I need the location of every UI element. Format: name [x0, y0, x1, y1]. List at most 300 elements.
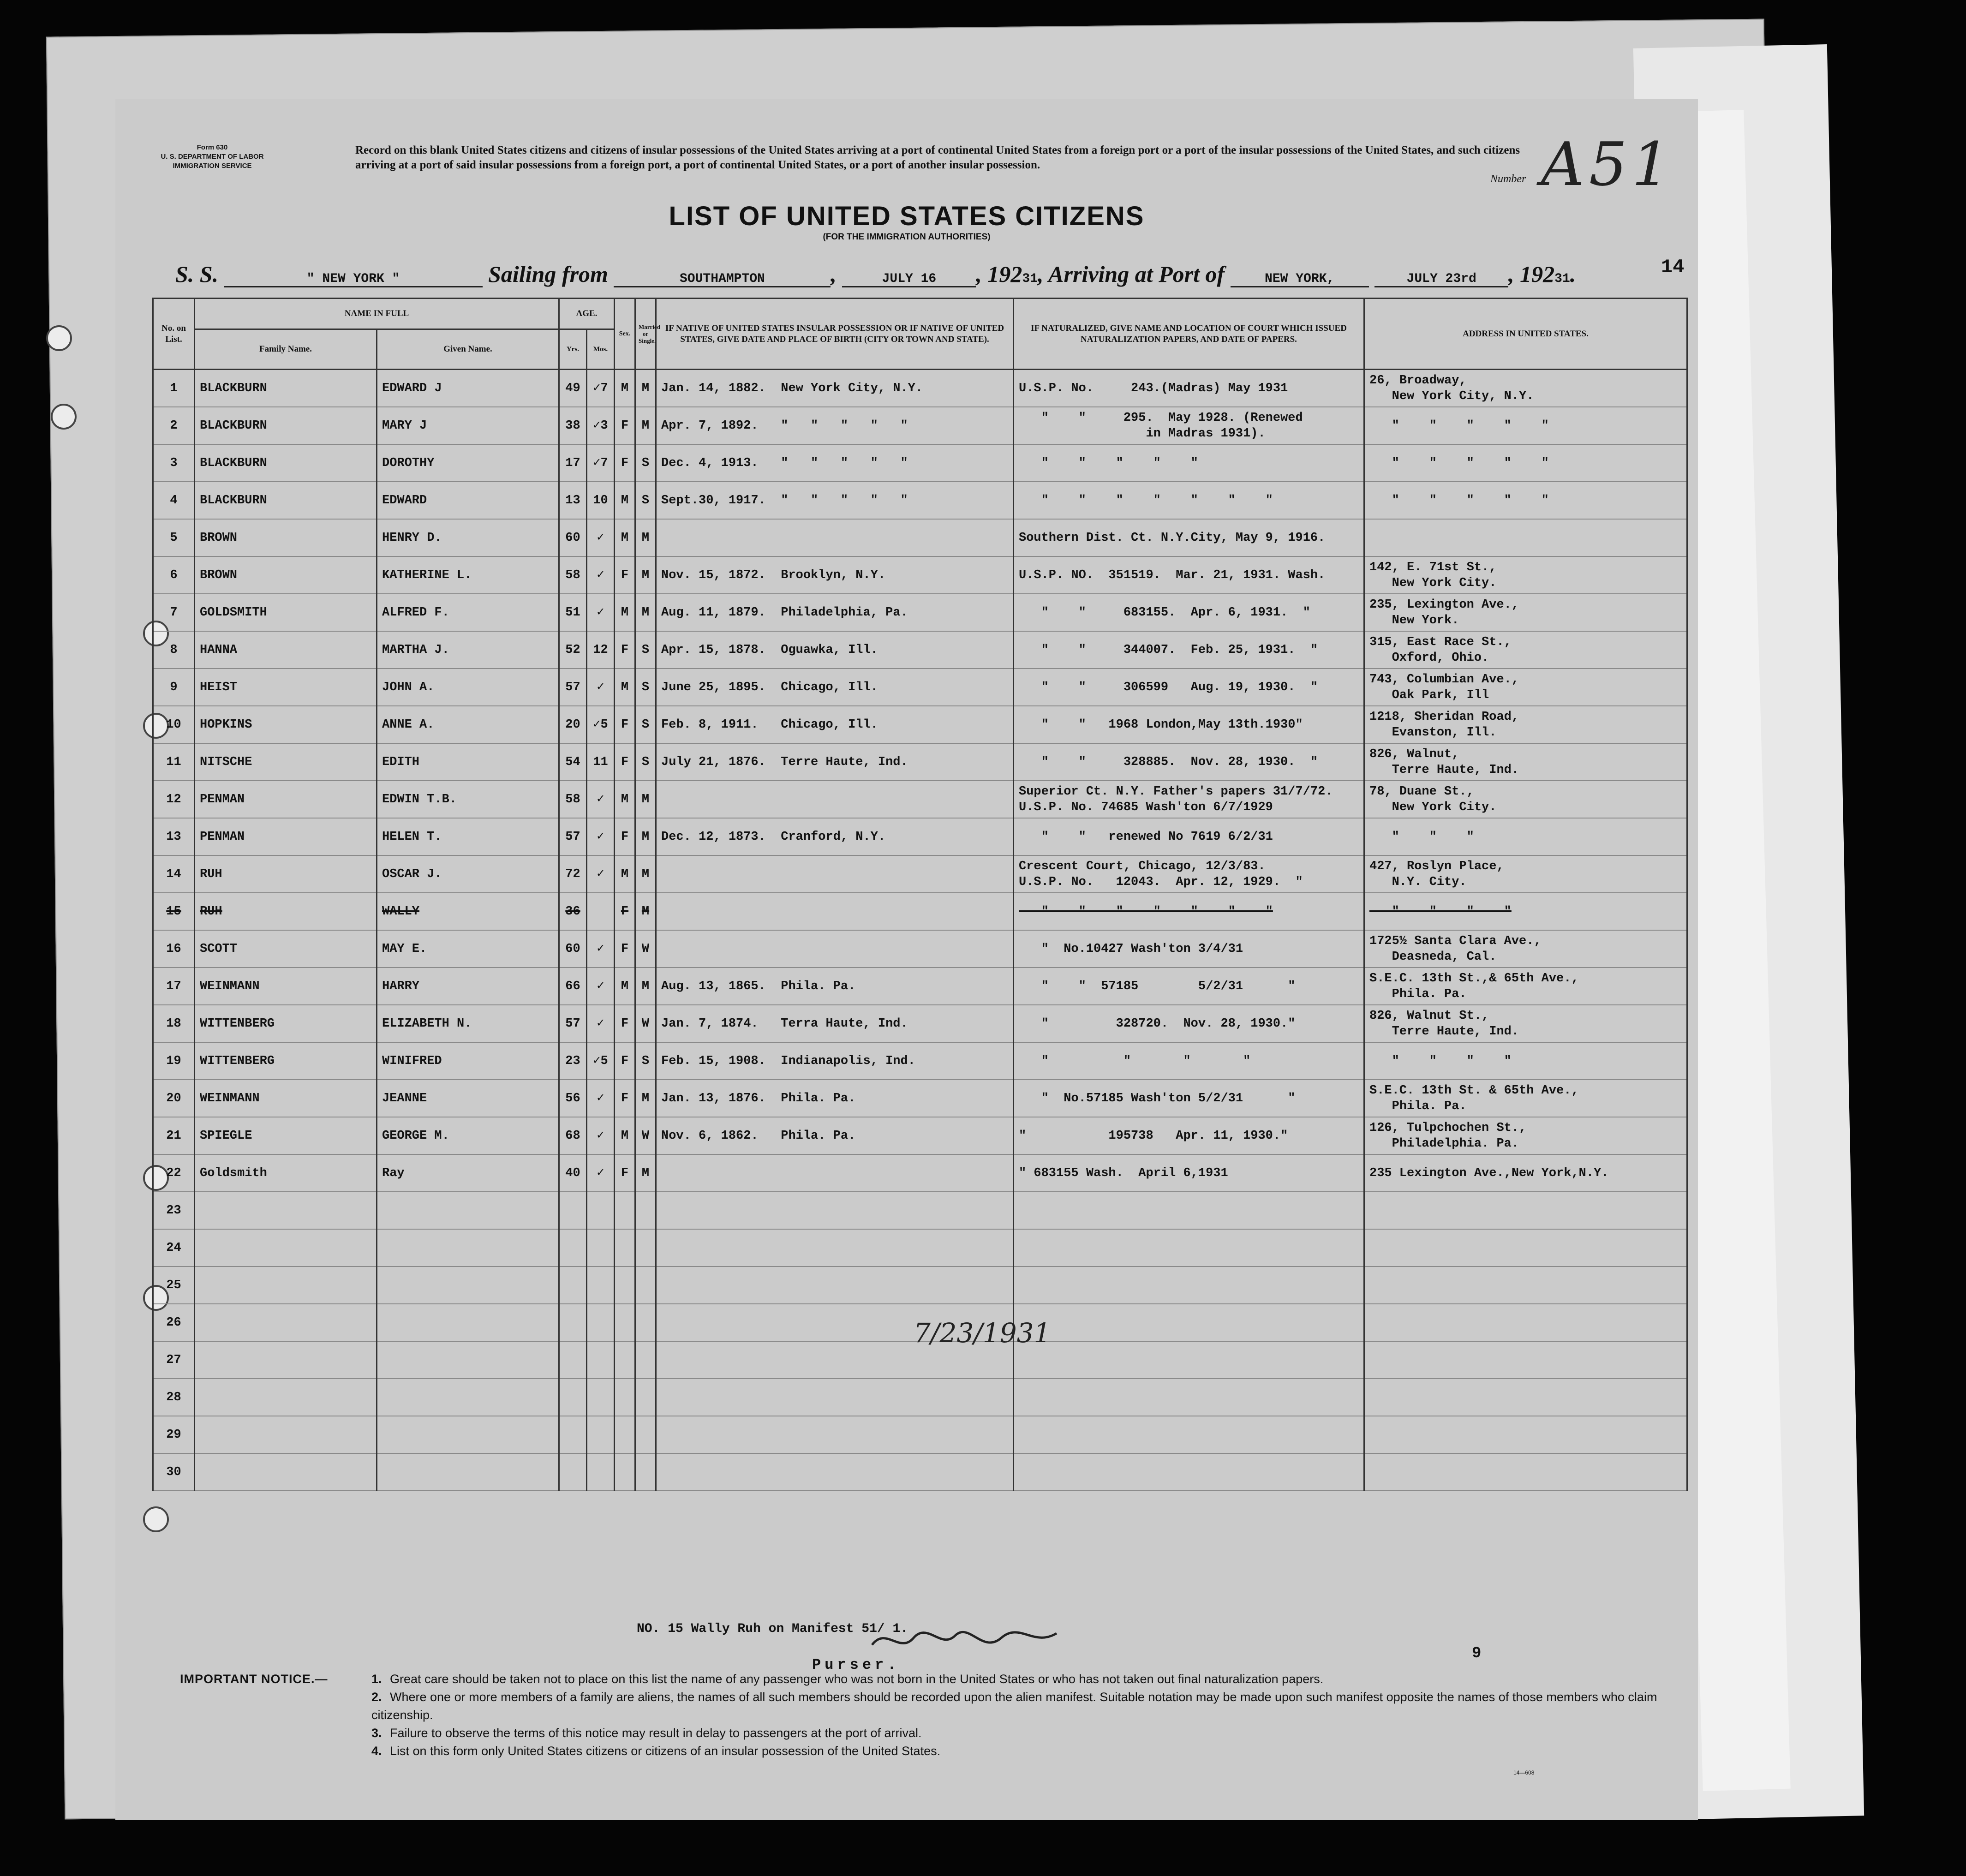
age-months-check: ✓ [587, 968, 615, 1005]
age-years: 57 [559, 1005, 587, 1042]
given-name: JEANNE [377, 1080, 559, 1117]
notice-number: 4. [371, 1744, 382, 1758]
naturalization-info: " No.57185 Wash'ton 5/2/31 " [1014, 1080, 1364, 1117]
family-name: RUH [195, 855, 377, 893]
given-name: MARTHA J. [377, 631, 559, 669]
naturalization-info: U.S.P. NO. 351519. Mar. 21, 1931. Wash. [1014, 556, 1364, 594]
naturalization-info [1014, 1453, 1364, 1491]
given-name [377, 1453, 559, 1491]
age-years: 60 [559, 519, 587, 556]
us-address: 315, East Race St., Oxford, Ohio. [1364, 631, 1687, 669]
form-number: Form 630 [197, 143, 228, 151]
family-name: BLACKBURN [195, 444, 377, 482]
us-address: " " " " " [1364, 444, 1687, 482]
naturalization-info: Superior Ct. N.Y. Father's papers 31/7/72. U.S.P. No. 74685 Wash'ton 6/7/1929 [1014, 781, 1364, 818]
marital-status: S [635, 1042, 656, 1080]
family-name: Goldsmith [195, 1154, 377, 1192]
sex [615, 1267, 635, 1304]
row-number: 26 [153, 1304, 195, 1341]
row-number: 27 [153, 1341, 195, 1379]
sex: F [615, 706, 635, 743]
age-months-check: ✓ [587, 1154, 615, 1192]
marital-status: M [635, 818, 656, 855]
us-address [1364, 1267, 1687, 1304]
punch-hole [46, 325, 72, 351]
table-row [153, 1416, 1687, 1453]
given-name: ELIZABETH N. [377, 1005, 559, 1042]
us-address [1364, 1341, 1687, 1379]
us-address: 142, E. 71st St., New York City. [1364, 556, 1687, 594]
col-name-in-full: NAME IN FULL [195, 299, 559, 329]
sex: M [615, 482, 635, 519]
age-months-check: ✓7 [587, 370, 615, 407]
given-name: HARRY [377, 968, 559, 1005]
naturalization-info: " " " " [1014, 1042, 1364, 1080]
age-months-check: 10 [587, 482, 615, 519]
table-row [153, 1453, 1687, 1491]
table-row [153, 594, 1687, 631]
given-name [377, 1416, 559, 1453]
age-years: 40 [559, 1154, 587, 1192]
us-address: S.E.C. 13th St. & 65th Ave., Phila. Pa. [1364, 1080, 1687, 1117]
family-name [195, 1304, 377, 1341]
citizens-table [152, 298, 1688, 1491]
sailing-port: SOUTHAMPTON [614, 272, 831, 287]
birth-info [656, 1229, 1014, 1267]
marital-status: M [635, 855, 656, 893]
given-name: MARY J [377, 407, 559, 444]
marital-status: M [635, 594, 656, 631]
sex: M [615, 594, 635, 631]
notice-item [371, 1670, 1663, 1688]
given-name: WALLY [377, 893, 559, 930]
us-address: " " " " " [1364, 407, 1687, 444]
sex: F [615, 444, 635, 482]
table-row [153, 743, 1687, 781]
age-months-check: ✓ [587, 1005, 615, 1042]
row-number: 22 [153, 1154, 195, 1192]
us-address: " " " " [1364, 1042, 1687, 1080]
row-number: 12 [153, 781, 195, 818]
row-number: 29 [153, 1416, 195, 1453]
marital-status: M [635, 781, 656, 818]
us-address: " " " [1364, 818, 1687, 855]
purser-label: Purser. [812, 1656, 900, 1673]
notice-item [371, 1688, 1663, 1724]
birth-info [656, 1154, 1014, 1192]
table-row [153, 930, 1687, 968]
notice-number: 1. [371, 1672, 382, 1686]
age-years: 57 [559, 818, 587, 855]
family-name: BROWN [195, 519, 377, 556]
sex: F [615, 893, 635, 930]
notice-text: Failure to observe the terms of this notice may result in delay to passengers at the port of arrival. [390, 1726, 922, 1740]
naturalization-info: " " 328885. Nov. 28, 1930. " [1014, 743, 1364, 781]
department: U. S. DEPARTMENT OF LABOR [161, 153, 264, 161]
table-row [153, 818, 1687, 855]
table-row [153, 1192, 1687, 1229]
us-address: 235 Lexington Ave.,New York,N.Y. [1364, 1154, 1687, 1192]
inspection-date-handwritten: 7/23/1931 [914, 1317, 1051, 1349]
us-address [1364, 1379, 1687, 1416]
birth-info [656, 1453, 1014, 1491]
marital-status: M [635, 370, 656, 407]
sex [615, 1379, 635, 1416]
given-name: EDWARD [377, 482, 559, 519]
purser-signature [867, 1622, 1061, 1661]
notice-number: 2. [371, 1690, 382, 1704]
age-years: 20 [559, 706, 587, 743]
family-name [195, 1379, 377, 1416]
marital-status [635, 1267, 656, 1304]
table-row [153, 1267, 1687, 1304]
birth-info [656, 1192, 1014, 1229]
page-subtitle: (FOR THE IMMIGRATION AUTHORITIES) [823, 232, 991, 242]
row-number: 7 [153, 594, 195, 631]
table-row [153, 519, 1687, 556]
naturalization-info: " " renewed No 7619 6/2/31 [1014, 818, 1364, 855]
table-row [153, 968, 1687, 1005]
family-name: SPIEGLE [195, 1117, 377, 1154]
age-years [559, 1416, 587, 1453]
marital-status [635, 1229, 656, 1267]
marital-status: S [635, 669, 656, 706]
family-name [195, 1453, 377, 1491]
given-name [377, 1379, 559, 1416]
us-address [1364, 519, 1687, 556]
age-months-check: ✓3 [587, 407, 615, 444]
sailing-year: 31 [1022, 272, 1038, 286]
sex: F [615, 818, 635, 855]
given-name [377, 1192, 559, 1229]
family-name: HOPKINS [195, 706, 377, 743]
marital-status: S [635, 482, 656, 519]
age-years: 58 [559, 556, 587, 594]
sex: M [615, 781, 635, 818]
marital-status: M [635, 893, 656, 930]
birth-info [656, 1416, 1014, 1453]
col-married: Married or Single. [635, 299, 656, 370]
notice-text: Great care should be taken not to place on this list the name of any passenger who was not born in the United States or who has not taken out final naturalization papers. [390, 1672, 1324, 1686]
birth-info: Dec. 4, 1913. " " " " " [656, 444, 1014, 482]
age-months-check: ✓ [587, 818, 615, 855]
sex [615, 1341, 635, 1379]
age-years: 72 [559, 855, 587, 893]
given-name: EDWARD J [377, 370, 559, 407]
sex: F [615, 930, 635, 968]
year-prefix: 192 [987, 261, 1022, 287]
family-name: RUH [195, 893, 377, 930]
naturalization-info: " " 306599 Aug. 19, 1930. " [1014, 669, 1364, 706]
col-no: No. on List. [153, 299, 195, 370]
sex: M [615, 968, 635, 1005]
naturalization-info: " " 683155. Apr. 6, 1931. " [1014, 594, 1364, 631]
birth-info: Aug. 11, 1879. Philadelphia, Pa. [656, 594, 1014, 631]
row-number: 11 [153, 743, 195, 781]
given-name: DOROTHY [377, 444, 559, 482]
given-name: KATHERINE L. [377, 556, 559, 594]
col-age: AGE. [559, 299, 615, 329]
birth-info: Sept.30, 1917. " " " " " [656, 482, 1014, 519]
age-years [559, 1267, 587, 1304]
age-years: 36 [559, 893, 587, 930]
table-row [153, 669, 1687, 706]
col-address: ADDRESS IN UNITED STATES. [1364, 299, 1687, 370]
naturalization-info [1014, 1379, 1364, 1416]
table-row [153, 1379, 1687, 1416]
row-number: 8 [153, 631, 195, 669]
age-years: 60 [559, 930, 587, 968]
given-name [377, 1341, 559, 1379]
naturalization-info: Crescent Court, Chicago, 12/3/83. U.S.P. No. 12043. Apr. 12, 1929. " [1014, 855, 1364, 893]
us-address: " " " " [1364, 893, 1687, 930]
age-months-check: ✓ [587, 781, 615, 818]
given-name [377, 1304, 559, 1341]
naturalization-info: " 328720. Nov. 28, 1930." [1014, 1005, 1364, 1042]
us-address [1364, 1229, 1687, 1267]
family-name: HANNA [195, 631, 377, 669]
given-name [377, 1267, 559, 1304]
page-title: LIST OF UNITED STATES CITIZENS [669, 201, 1145, 231]
notice-text: List on this form only United States citizens or citizens of an insular possession of the United States. [390, 1744, 941, 1758]
us-address [1364, 1416, 1687, 1453]
arrival-date: JULY 23rd [1374, 272, 1508, 287]
year-prefix-2: 192 [1520, 261, 1555, 287]
birth-info: Nov. 15, 1872. Brooklyn, N.Y. [656, 556, 1014, 594]
notice-item [371, 1724, 1663, 1742]
sex: F [615, 631, 635, 669]
marital-status: W [635, 1005, 656, 1042]
table-row [153, 444, 1687, 482]
age-years: 23 [559, 1042, 587, 1080]
notice-heading: IMPORTANT NOTICE.— [180, 1672, 328, 1686]
birth-info: Jan. 14, 1882. New York City, N.Y. [656, 370, 1014, 407]
naturalization-info: " " " " " [1014, 444, 1364, 482]
given-name: OSCAR J. [377, 855, 559, 893]
row-number: 2 [153, 407, 195, 444]
birth-info: June 25, 1895. Chicago, Ill. [656, 669, 1014, 706]
age-years [559, 1341, 587, 1379]
naturalization-info: " No.10427 Wash'ton 3/4/31 [1014, 930, 1364, 968]
age-months-check [587, 1267, 615, 1304]
us-address: " " " " " [1364, 482, 1687, 519]
age-years: 51 [559, 594, 587, 631]
birth-info [656, 781, 1014, 818]
row-number: 10 [153, 706, 195, 743]
family-name: PENMAN [195, 818, 377, 855]
given-name: MAY E. [377, 930, 559, 968]
marital-status [635, 1453, 656, 1491]
naturalization-info: " " " " " " " [1014, 893, 1364, 930]
marital-status: S [635, 631, 656, 669]
birth-info: Dec. 12, 1873. Cranford, N.Y. [656, 818, 1014, 855]
row-number: 28 [153, 1379, 195, 1416]
us-address [1364, 1304, 1687, 1341]
marital-status: S [635, 706, 656, 743]
age-months-check: ✓ [587, 594, 615, 631]
age-months-check: ✓ [587, 556, 615, 594]
table-row [153, 855, 1687, 893]
naturalization-info: " " 1968 London,May 13th.1930" [1014, 706, 1364, 743]
age-months-check [587, 1416, 615, 1453]
family-name: WEINMANN [195, 1080, 377, 1117]
naturalization-info [1014, 1341, 1364, 1379]
table-row [153, 893, 1687, 930]
sex: F [615, 1042, 635, 1080]
row-number: 1 [153, 370, 195, 407]
row-number: 6 [153, 556, 195, 594]
naturalization-info: " " 344007. Feb. 25, 1931. " [1014, 631, 1364, 669]
marital-status: W [635, 930, 656, 968]
marital-status [635, 1416, 656, 1453]
us-address: 1725½ Santa Clara Ave., Deasneda, Cal. [1364, 930, 1687, 968]
col-naturalized: IF NATURALIZED, GIVE NAME AND LOCATION OF COURT WHICH ISSUED NATURALIZATION PAPERS, AND DATE OF PAPERS. [1014, 299, 1364, 370]
naturalization-info [1014, 1416, 1364, 1453]
given-name: ANNE A. [377, 706, 559, 743]
given-name: EDWIN T.B. [377, 781, 559, 818]
age-months-check [587, 1229, 615, 1267]
row-number: 19 [153, 1042, 195, 1080]
arriving-label: , Arriving at Port of [1038, 261, 1225, 287]
naturalization-info: U.S.P. No. 243.(Madras) May 1931 [1014, 370, 1364, 407]
print-code: 14—608 [1513, 1769, 1535, 1776]
age-months-check [587, 1453, 615, 1491]
given-name: WINIFRED [377, 1042, 559, 1080]
birth-info [656, 930, 1014, 968]
sex: F [615, 743, 635, 781]
age-years: 58 [559, 781, 587, 818]
age-months-check: ✓ [587, 930, 615, 968]
age-months-check: 11 [587, 743, 615, 781]
age-months-check: ✓ [587, 1117, 615, 1154]
family-name: BROWN [195, 556, 377, 594]
sailing-date: JULY 16 [842, 272, 976, 287]
row-number: 9 [153, 669, 195, 706]
age-years: 66 [559, 968, 587, 1005]
marital-status: M [635, 1154, 656, 1192]
family-name: WITTENBERG [195, 1005, 377, 1042]
age-years: 54 [559, 743, 587, 781]
birth-info: Apr. 7, 1892. " " " " " [656, 407, 1014, 444]
naturalization-info: Southern Dist. Ct. N.Y.City, May 9, 1916. [1014, 519, 1364, 556]
us-address [1364, 1192, 1687, 1229]
naturalization-info: " " " " " " " [1014, 482, 1364, 519]
sex [615, 1229, 635, 1267]
table-row [153, 1154, 1687, 1192]
family-name: GOLDSMITH [195, 594, 377, 631]
row-number: 14 [153, 855, 195, 893]
table-row [153, 1117, 1687, 1154]
sex: F [615, 407, 635, 444]
marital-status: S [635, 444, 656, 482]
given-name: Ray [377, 1154, 559, 1192]
col-family-name: Family Name. [195, 329, 377, 370]
row-number: 4 [153, 482, 195, 519]
age-years [559, 1229, 587, 1267]
row-number: 20 [153, 1080, 195, 1117]
age-months-check [587, 1341, 615, 1379]
marital-status: M [635, 519, 656, 556]
marital-status: S [635, 743, 656, 781]
family-name: BLACKBURN [195, 370, 377, 407]
family-name [195, 1416, 377, 1453]
sex: M [615, 519, 635, 556]
birth-info [656, 1379, 1014, 1416]
sex: F [615, 1080, 635, 1117]
naturalization-info: " 195738 Apr. 11, 1930." [1014, 1117, 1364, 1154]
form-identifier [148, 143, 277, 171]
age-months-check [587, 1304, 615, 1341]
col-birth: IF NATIVE OF UNITED STATES INSULAR POSSESSION OR IF NATIVE OF UNITED STATES, GIVE DATE AND PLACE OF BIRTH (CITY OR TOWN AND STATE). [656, 299, 1014, 370]
birth-info: Feb. 8, 1911. Chicago, Ill. [656, 706, 1014, 743]
notice-text: Where one or more members of a family are aliens, the names of all such members should be recorded upon the alien manifest. Suitable notation may be made upon such manifest opposite the names of those members who claim citizenship. [371, 1690, 1657, 1722]
us-address: 26, Broadway, New York City, N.Y. [1364, 370, 1687, 407]
sex [615, 1304, 635, 1341]
age-months-check: ✓7 [587, 444, 615, 482]
us-address: 826, Walnut St., Terre Haute, Ind. [1364, 1005, 1687, 1042]
row-number: 5 [153, 519, 195, 556]
birth-info: Nov. 6, 1862. Phila. Pa. [656, 1117, 1014, 1154]
notice-list [371, 1670, 1663, 1760]
family-name: PENMAN [195, 781, 377, 818]
family-name [195, 1229, 377, 1267]
row-number: 23 [153, 1192, 195, 1229]
table-row [153, 706, 1687, 743]
punch-hole [143, 1506, 169, 1532]
marital-status: M [635, 968, 656, 1005]
row-number: 3 [153, 444, 195, 482]
given-name: EDITH [377, 743, 559, 781]
row-number: 24 [153, 1229, 195, 1267]
birth-info: Apr. 15, 1878. Oguawka, Ill. [656, 631, 1014, 669]
sex: F [615, 1005, 635, 1042]
col-mos: Mos. [587, 329, 615, 370]
table-row [153, 407, 1687, 444]
naturalization-info [1014, 1304, 1364, 1341]
birth-info: Feb. 15, 1908. Indianapolis, Ind. [656, 1042, 1014, 1080]
age-years: 49 [559, 370, 587, 407]
row-number: 13 [153, 818, 195, 855]
col-yrs: Yrs. [559, 329, 587, 370]
age-months-check: ✓ [587, 669, 615, 706]
number-label: Number [1490, 173, 1526, 185]
naturalization-info [1014, 1267, 1364, 1304]
row-number: 30 [153, 1453, 195, 1491]
arrival-year: 31 [1554, 272, 1570, 286]
age-months-check: ✓5 [587, 706, 615, 743]
family-name: HEIST [195, 669, 377, 706]
age-months-check: ✓ [587, 855, 615, 893]
table-row [153, 781, 1687, 818]
us-address: S.E.C. 13th St.,& 65th Ave., Phila. Pa. [1364, 968, 1687, 1005]
footer-note: NO. 15 Wally Ruh on Manifest 51/ 1. [637, 1622, 908, 1636]
family-name: WEINMANN [195, 968, 377, 1005]
naturalization-info: " 683155 Wash. April 6,1931 [1014, 1154, 1364, 1192]
age-years [559, 1453, 587, 1491]
family-name [195, 1267, 377, 1304]
us-address: 126, Tulpchochen St., Philadelphia. Pa. [1364, 1117, 1687, 1154]
table-row [153, 1229, 1687, 1267]
row-number: 17 [153, 968, 195, 1005]
arrival-port: NEW YORK, [1231, 272, 1369, 287]
birth-info: Jan. 13, 1876. Phila. Pa. [656, 1080, 1014, 1117]
age-years: 57 [559, 669, 587, 706]
age-years: 56 [559, 1080, 587, 1117]
marital-status [635, 1341, 656, 1379]
sex: M [615, 669, 635, 706]
us-address: 743, Columbian Ave., Oak Park, Ill [1364, 669, 1687, 706]
table-row [153, 631, 1687, 669]
